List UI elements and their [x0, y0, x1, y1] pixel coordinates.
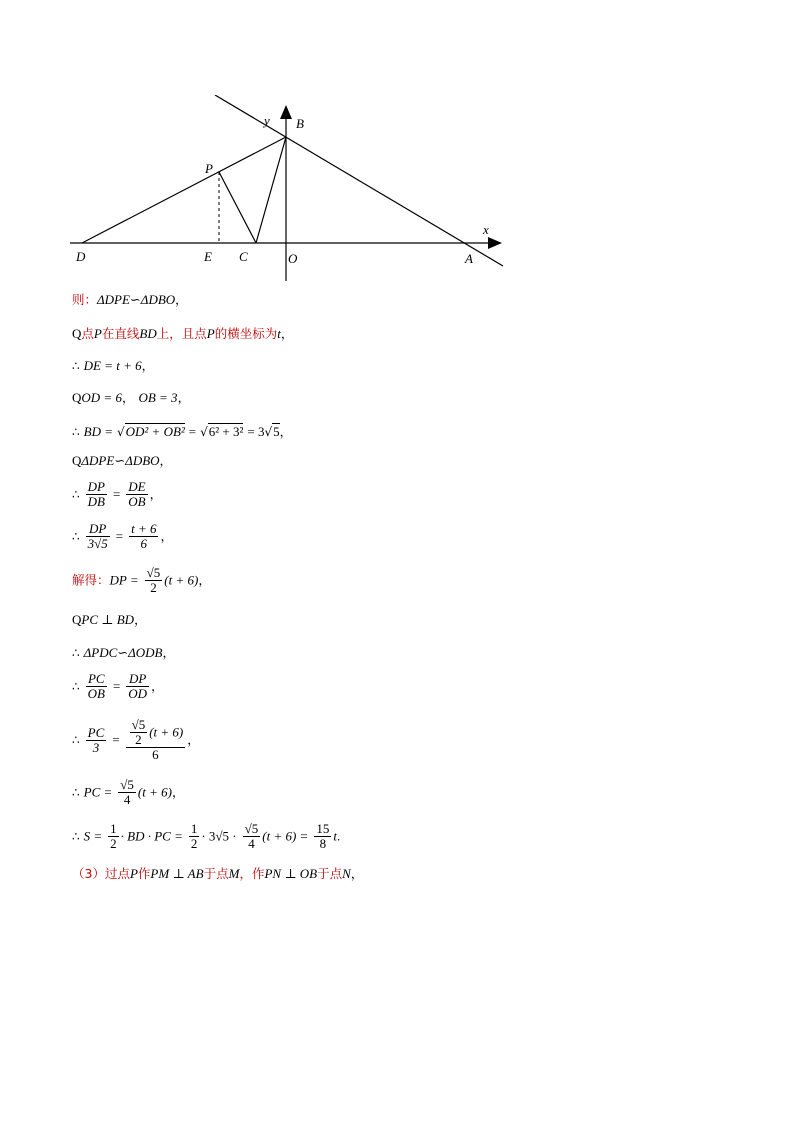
therefore-symbol: ∴ [72, 733, 80, 747]
because-symbol: Q [72, 612, 82, 627]
denominator: OB [128, 494, 146, 509]
solution-line-7: ∴ $\frac{DP}{DB}$ = $\frac{DE}{OB}$ ， [72, 479, 163, 509]
numerator: 1 [190, 821, 198, 836]
denominator: 3√5 [87, 536, 108, 551]
denominator: 6 [152, 747, 159, 762]
numerator [126, 718, 186, 748]
text-seg: 在直线 [101, 326, 140, 341]
equation: S = [83, 828, 103, 844]
equation: PN ⊥ OB [264, 866, 318, 881]
var-t: t [333, 828, 337, 844]
because-symbol: Q [72, 326, 82, 341]
numerator: DP [86, 522, 110, 537]
radicand: 6² + 3² [208, 424, 244, 439]
equation: DE = t + 6 [83, 358, 142, 373]
compound-fraction [126, 718, 186, 762]
numerator: PC [87, 724, 105, 740]
similar-triangles: ΔDPE∽ΔDBO [97, 292, 176, 307]
punct: ， [177, 390, 191, 405]
sqrt-icon: √ [116, 425, 125, 439]
var-p: P [206, 326, 215, 341]
equation: OB = 3 [138, 390, 178, 405]
fraction [126, 672, 149, 701]
equation: OD = 6 [81, 390, 122, 405]
denominator: 3 [92, 739, 100, 755]
therefore-symbol: ∴ [72, 529, 80, 544]
label-p: P [205, 161, 213, 176]
solution-line-10 [72, 612, 147, 628]
text-seg: 的横坐标为 [214, 326, 278, 341]
punct: ， [279, 424, 293, 439]
punct: ， [151, 678, 164, 694]
punct: ， [141, 358, 155, 373]
denominator: OD [128, 686, 148, 701]
label-b: B [296, 116, 304, 131]
radicand: 5 [273, 424, 280, 439]
because-symbol: Q [72, 390, 82, 405]
label-y: y [264, 113, 270, 128]
therefore-symbol: ∴ [72, 359, 80, 373]
fraction [129, 522, 158, 551]
equation: PC ⊥ BD [81, 612, 135, 627]
fraction [314, 822, 331, 851]
similar-triangles: ΔDPE∽ΔDBO [81, 453, 160, 468]
therefore-symbol: ∴ [72, 785, 80, 800]
solution-line-9 [72, 566, 211, 595]
text-seg: ，作 [239, 866, 265, 881]
solution-line-8: ∴ $\frac{DP}{3√5}$ = $\frac{t + 6}{6}$ ， [72, 521, 173, 551]
solution-line-16 [72, 866, 363, 882]
text-seg: （3）过点 [72, 866, 130, 881]
solution-line-14 [72, 778, 184, 807]
label-o: O [288, 251, 298, 266]
punct: ， [149, 486, 163, 502]
line-db [82, 137, 286, 243]
equation: (t + 6) [164, 572, 199, 588]
numerator: √5 [131, 717, 146, 732]
solution-line-6 [72, 453, 172, 469]
denominator: 8 [319, 836, 327, 851]
therefore-symbol: ∴ [72, 829, 80, 844]
text-seg: 于点 [203, 866, 229, 881]
text-seg: 作 [137, 866, 151, 881]
fraction [108, 822, 119, 851]
denominator: 4 [123, 792, 131, 807]
fraction [126, 480, 147, 509]
var-p: P [93, 326, 102, 341]
denominator: 6 [140, 536, 148, 551]
var-t: t [277, 326, 281, 341]
numerator: DP [126, 672, 149, 687]
solution-line-15 [72, 822, 340, 851]
similar-triangles: ΔPDC∽ΔODB [83, 645, 163, 660]
fraction [130, 718, 148, 747]
solution-line-12: ∴ $\frac{PC}{OB}$ = $\frac{DP}{OD}$ ， [72, 671, 164, 701]
therefore-symbol: ∴ [72, 679, 80, 694]
equals: = [188, 424, 197, 439]
fraction [145, 566, 163, 595]
x-axis-arrow [488, 237, 502, 249]
punct: . [336, 828, 341, 844]
label-a: A [465, 251, 473, 266]
numerator: PC [86, 672, 107, 687]
solution-line-13: ∴ $\frac{PC}{3}$ = $\frac{√5}{2}$ (t + 6) 6 ， [72, 717, 200, 762]
denominator: OB [87, 686, 105, 701]
numerator: 1 [110, 821, 117, 836]
equation: (t + 6) [149, 724, 184, 740]
numerator: √5 [120, 777, 134, 792]
label-d: D [76, 249, 86, 264]
punct: ， [162, 645, 176, 660]
punct: ， [175, 292, 188, 307]
solution-line-1 [72, 292, 188, 308]
therefore-symbol: ∴ [72, 646, 80, 660]
punct: ， [159, 453, 173, 468]
text-seg: 于点 [317, 866, 343, 881]
var-p: P [129, 866, 138, 881]
numerator: t + 6 [131, 521, 157, 536]
solution-line-11 [72, 645, 175, 661]
punct: ， [121, 390, 135, 405]
fraction [86, 672, 107, 701]
therefore-symbol: ∴ [72, 487, 80, 502]
numerator: DP [87, 479, 105, 494]
equation: PC = [83, 784, 113, 800]
segment-cb [256, 137, 286, 243]
radicand: OD² + OB² [125, 424, 185, 439]
denominator: DB [87, 494, 105, 509]
equation: DP = [109, 572, 139, 588]
equation: (t + 6) [137, 784, 172, 800]
punct: ， [350, 866, 364, 881]
punct: ， [198, 572, 211, 588]
because-symbol: Q [72, 453, 82, 468]
fraction [86, 522, 110, 551]
equation: · 3√5 · [201, 828, 237, 844]
denominator: 4 [248, 836, 255, 851]
text-seg: 点 [81, 326, 94, 341]
y-axis-arrow [280, 105, 292, 119]
label-e: E [204, 249, 212, 264]
var-m: M [228, 866, 240, 881]
solution-line-3 [72, 358, 154, 374]
punct: ， [280, 326, 294, 341]
numerator: 15 [316, 821, 330, 836]
segment-pc [219, 172, 256, 243]
fraction [86, 480, 107, 509]
solution-line-5 [72, 424, 292, 440]
solution-line-4 [72, 390, 190, 406]
therefore-symbol: ∴ [72, 425, 80, 439]
denominator: 2 [110, 836, 117, 851]
line-ab [215, 95, 503, 266]
solution-line-2 [72, 326, 293, 342]
equation: PM ⊥ AB [150, 866, 204, 881]
punct: ， [160, 528, 173, 544]
text-then: 则： [72, 292, 98, 307]
var-n: N [342, 866, 351, 881]
sqrt-icon: √ [264, 425, 273, 439]
punct: ， [171, 784, 185, 800]
equation: BD = [83, 424, 113, 439]
label-x: x [483, 222, 489, 237]
denominator: 2 [190, 836, 198, 851]
geometry-figure [60, 95, 520, 290]
equation: (t + 6) = [262, 828, 309, 844]
numerator: DE [128, 479, 146, 494]
label-c: C [239, 249, 248, 264]
punct: ， [134, 612, 147, 627]
text-seg: 上，且点 [156, 326, 207, 341]
fraction [86, 726, 107, 755]
numerator: √5 [146, 565, 161, 580]
numerator: √5 [244, 821, 259, 836]
fraction [189, 822, 200, 851]
denominator: 2 [135, 732, 142, 747]
punct: ， [187, 732, 200, 747]
fraction [118, 778, 136, 807]
denominator: 2 [150, 580, 157, 595]
text-solve: 解得： [72, 572, 110, 588]
equation: · BD · PC = [120, 828, 183, 844]
equation: = 3 [247, 424, 265, 439]
fraction [243, 822, 261, 851]
sqrt-icon: √ [200, 425, 208, 439]
var-bd: BD [139, 326, 157, 341]
